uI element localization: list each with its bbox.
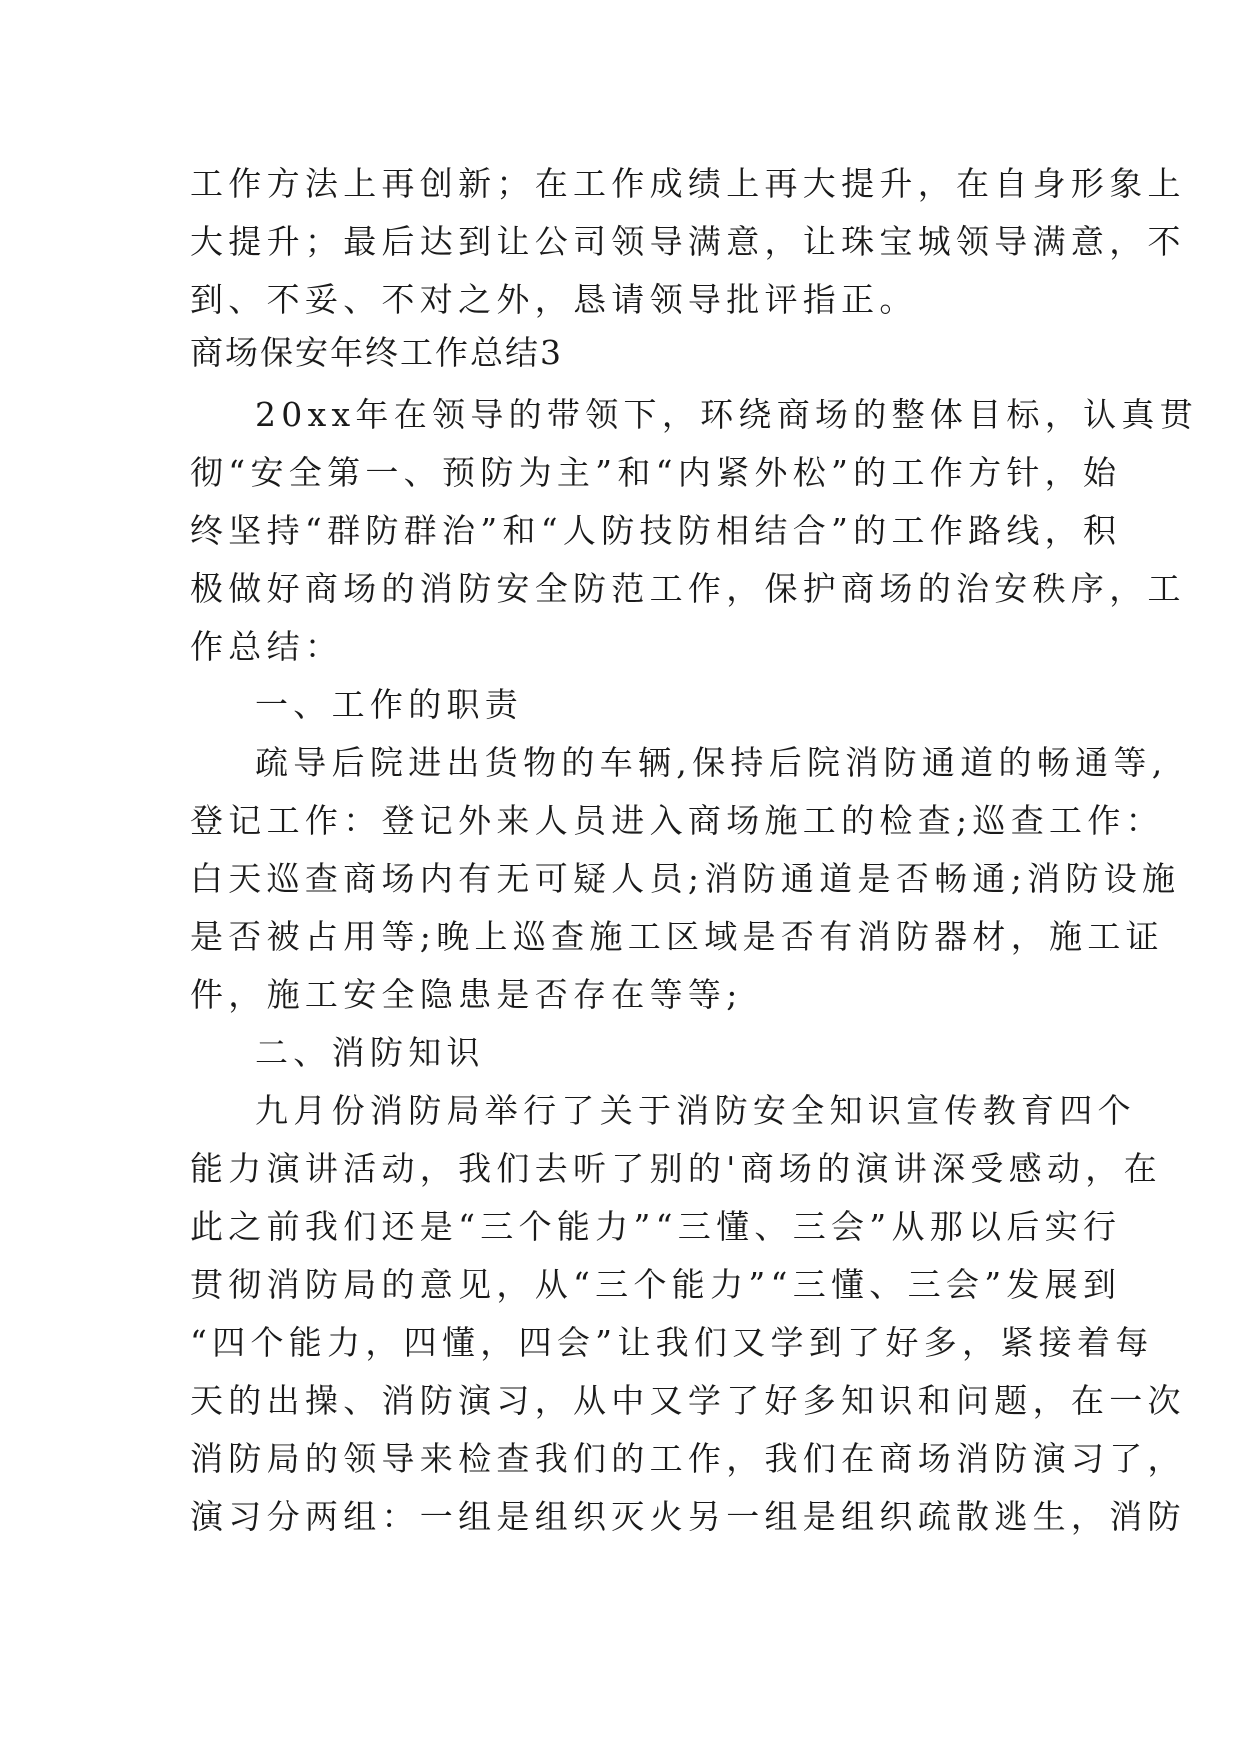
paragraph-line: 到、不妥、不对之外，恳请领导批评指正。 bbox=[190, 280, 918, 319]
paragraph-line: 件，施工安全隐患是否存在等等; bbox=[190, 975, 743, 1014]
paragraph-line: 20xx年在领导的带领下，环绕商场的整体目标，认真贯 bbox=[255, 395, 1199, 434]
paragraph-line: 天的出操、消防演习，从中又学了好多知识和问题，在一次 bbox=[190, 1381, 1186, 1420]
section-heading: 一、工作的职责 bbox=[255, 685, 524, 724]
paragraph-line: 登记工作：登记外来人员进入商场施工的检查;巡查工作： bbox=[190, 801, 1164, 840]
paragraph-line: 演习分两组：一组是组织灭火另一组是组织疏散逃生，消防 bbox=[190, 1497, 1186, 1536]
paragraph-line: 九月份消防局举行了关于消防安全知识宣传教育四个 bbox=[255, 1091, 1136, 1130]
paragraph-line: 作总结： bbox=[190, 627, 344, 666]
paragraph-line: 白天巡查商场内有无可疑人员;消防通道是否畅通;消防设施 bbox=[190, 859, 1181, 898]
paragraph-line: 彻“安全第一、预防为主”和“内紧外松”的工作方针，始 bbox=[190, 453, 1122, 492]
paragraph-line: 贯彻消防局的意见，从“三个能力”“三懂、三会”发展到 bbox=[190, 1265, 1122, 1304]
paragraph-line: 大提升；最后达到让公司领导满意，让珠宝城领导满意，不 bbox=[190, 222, 1186, 261]
section-heading: 二、消防知识 bbox=[255, 1033, 485, 1072]
paragraph-line: 疏导后院进出货物的车辆,保持后院消防通道的畅通等, bbox=[255, 743, 1168, 782]
paragraph-line: 是否被占用等;晚上巡查施工区域是否有消防器材，施工证 bbox=[190, 917, 1164, 956]
paragraph-line: “四个能力，四懂，四会”让我们又学到了好多，紧接着每 bbox=[190, 1323, 1154, 1362]
paragraph-line: 能力演讲活动，我们去听了别的'商场的演讲深受感动，在 bbox=[190, 1149, 1162, 1188]
paragraph-line: 工作方法上再创新；在工作成绩上再大提升，在自身形象上 bbox=[190, 164, 1186, 203]
paragraph-line: 此之前我们还是“三个能力”“三懂、三会”从那以后实行 bbox=[190, 1207, 1122, 1246]
paragraph-line: 终坚持“群防群治”和“人防技防相结合”的工作路线，积 bbox=[190, 511, 1122, 550]
paragraph-line: 极做好商场的消防安全防范工作，保护商场的治安秩序，工 bbox=[190, 569, 1186, 608]
paragraph-line: 消防局的领导来检查我们的工作，我们在商场消防演习了， bbox=[190, 1439, 1186, 1478]
section-title: 商场保安年终工作总结3 bbox=[190, 333, 563, 372]
